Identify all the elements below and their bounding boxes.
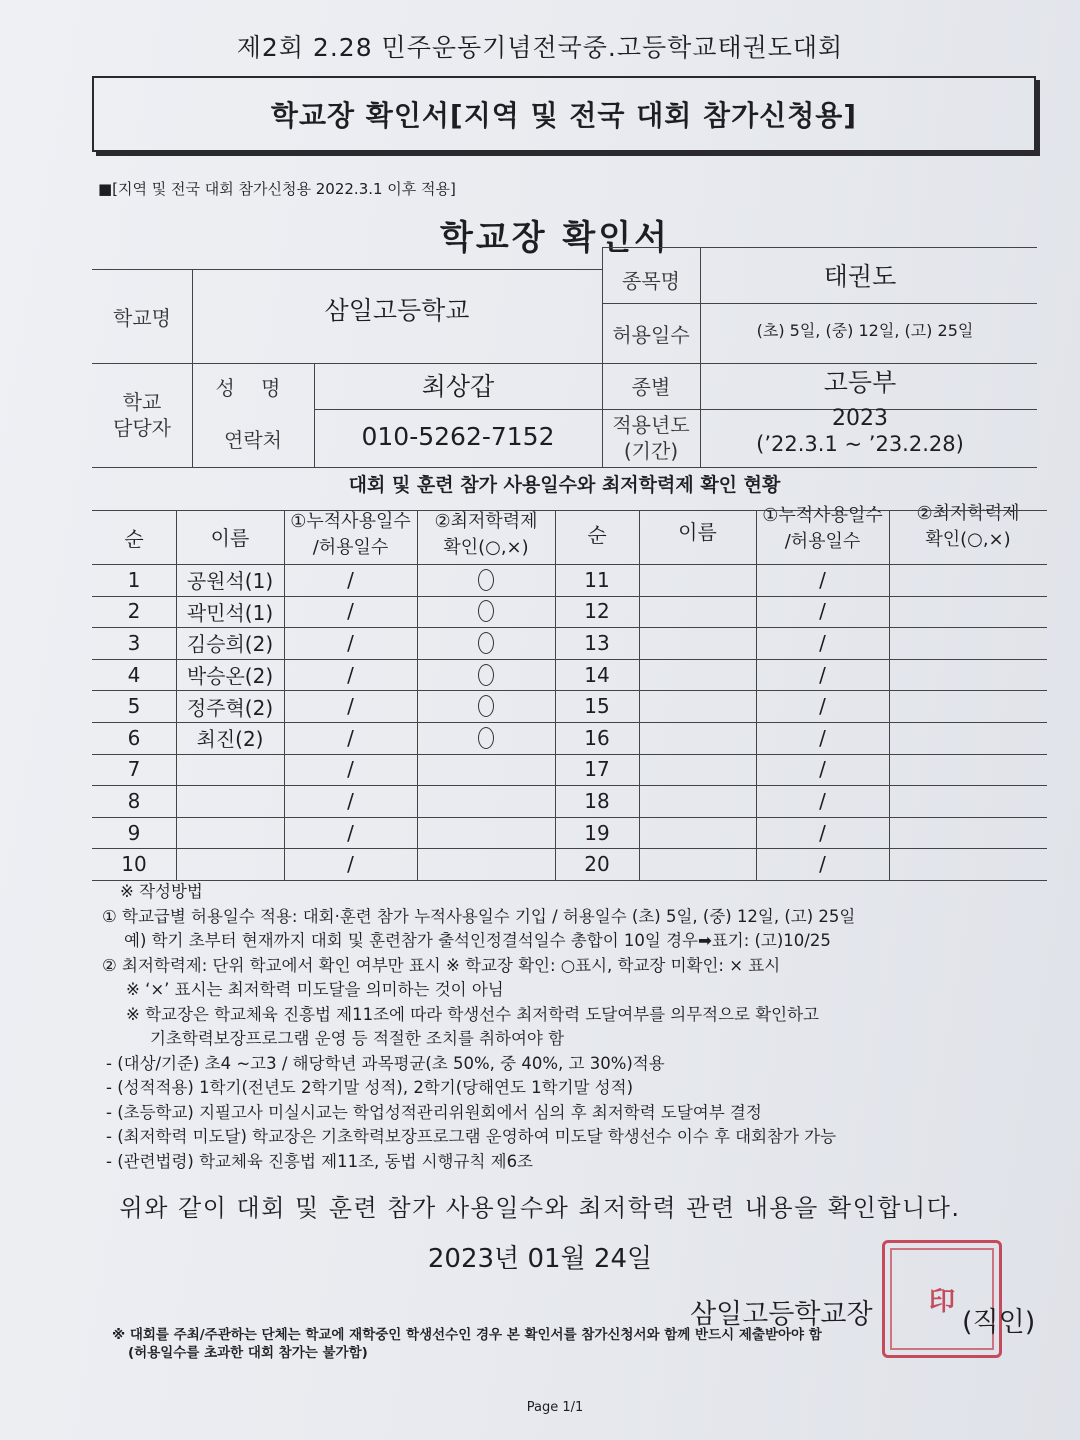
- footnote: [112, 1326, 1062, 1362]
- row-number: 17: [584, 757, 610, 782]
- student-name-empty: [639, 722, 756, 754]
- instruction-line: - (성적적용) 1학기(전년도 2학기말 성적), 2학기(당해연도 1학기말 성적): [106, 1078, 634, 1097]
- instruction-line: - (최저학력 미도달) 학교장은 기초학력보장프로그램 운영하여 미도달 학생선수 이수 후 대회참가 가능: [106, 1127, 837, 1146]
- student-name-empty: [639, 596, 756, 628]
- year-label-line1: 적용년도: [612, 412, 690, 437]
- document-title: 학교장 확인서: [440, 218, 670, 258]
- student-name-empty: [639, 754, 756, 786]
- col-check-right-line2: 확인(○,×): [925, 529, 1011, 550]
- row-number: 13: [584, 630, 610, 655]
- row-number: 8: [127, 788, 141, 813]
- apply-period: (’22.3.1 ~ ’23.2.28): [756, 432, 964, 456]
- contact-name: 최상갑: [421, 372, 495, 401]
- check-mark-circle: [417, 596, 555, 628]
- days-used-slash: /: [819, 599, 826, 624]
- circle-mark-icon: [478, 600, 494, 622]
- division-label: 종별: [631, 374, 671, 399]
- instruction-line: ① 학교급별 허용일수 적용: 대회·훈련 참가 누적사용일수 기입 / 허용일수 (초) 5일, (중) 12일, (고) 25일: [102, 906, 856, 926]
- year-label-line2: (기간): [623, 438, 679, 463]
- footnote-line2: (허용일수를 초과한 대회 참가는 불가함): [128, 1345, 368, 1361]
- student-name: 공원석(1): [186, 569, 274, 594]
- days-used-slash: /: [347, 788, 354, 813]
- student-name-empty: [639, 690, 756, 722]
- col-days-left-line2: /허용일수: [312, 537, 389, 558]
- check-cell-empty: [889, 659, 1047, 691]
- student-name: [176, 848, 284, 880]
- check-cell-empty: [889, 627, 1047, 659]
- student-name: [176, 785, 284, 817]
- circle-mark-icon: [478, 664, 494, 686]
- row-number: 18: [584, 788, 610, 813]
- days-used-slash: /: [819, 757, 826, 782]
- student-name: 최진(2): [196, 727, 264, 752]
- col-no-left: 순: [124, 527, 144, 551]
- row-number: 16: [584, 725, 610, 750]
- check-cell-empty: [889, 848, 1047, 880]
- check-mark-circle: [417, 627, 555, 659]
- row-number: 19: [584, 820, 610, 845]
- seal-glyph: 印: [928, 1286, 955, 1317]
- col-check-right-line1: ②최저학력제: [916, 503, 1020, 524]
- circle-mark-icon: [478, 727, 494, 749]
- check-cell-empty: [889, 754, 1047, 786]
- days-used-slash: /: [819, 852, 826, 877]
- section-title: 대회 및 훈련 참가 사용일수와 최저학력제 확인 현황: [348, 474, 781, 496]
- form-title: 학교장 확인서[지역 및 전국 대회 참가신청용]: [270, 99, 858, 132]
- days-used-slash: /: [347, 725, 354, 750]
- student-name: 정주혁(2): [186, 695, 274, 720]
- confirmation-statement: 위와 같이 대회 및 훈련 참가 사용일수와 최저학력 관련 내용을 확인합니다.: [119, 1194, 961, 1222]
- school-info-table: [92, 247, 1037, 469]
- circle-mark-icon: [478, 695, 494, 717]
- student-name: [176, 817, 284, 849]
- col-days-right-line2: /허용일수: [784, 531, 861, 552]
- days-used-slash: /: [819, 694, 826, 719]
- col-name-left: 이름: [210, 526, 250, 550]
- col-check-left-line2: 확인(○,×): [443, 537, 529, 558]
- student-name: 김승희(2): [186, 632, 274, 657]
- row-number: 15: [584, 694, 610, 719]
- row-number: 2: [127, 599, 141, 624]
- instruction-line: - (초등학교) 지필고사 미실시교는 학업성적관리위원회에서 심의 후 최저학력 도달여부 결정: [106, 1102, 762, 1122]
- footnote-line1: ※ 대회를 주최/주관하는 단체는 학교에 재학중인 학생선수인 경우 본 확인서를 참가신청서와 함께 반드시 제출받아야 함: [112, 1327, 822, 1343]
- instruction-line: ② 최저학력제: 단위 학교에서 확인 여부만 표시 ※ 학교장 확인: ○표시, 학교장 미확인: × 표시: [102, 955, 781, 975]
- applicability-note: ■[지역 및 전국 대회 참가신청용 2022.3.1 이후 적용]: [98, 180, 456, 198]
- sport-label: 종목명: [622, 268, 680, 293]
- division: 고등부: [823, 368, 897, 397]
- days-used-slash: /: [347, 567, 354, 592]
- row-number: 9: [127, 820, 141, 845]
- row-number: 14: [584, 662, 610, 687]
- row-number: 20: [584, 852, 610, 877]
- student-name-empty: [639, 848, 756, 880]
- row-number: 3: [127, 630, 141, 655]
- instruction-line: 예) 학기 초부터 현재까지 대회 및 훈련참가 출석인정결석일수 총합이 10일 경우➡표기: (고)10/25: [124, 931, 831, 950]
- student-name-empty: [639, 564, 756, 596]
- check-cell-empty: [889, 785, 1047, 817]
- days-used-slash: /: [347, 852, 354, 877]
- col-name-right: 이름: [678, 520, 717, 544]
- issue-date: 2023년 01월 24일: [427, 1244, 653, 1274]
- instructions: [102, 880, 1052, 1174]
- check-mark-circle: [417, 690, 555, 722]
- contact-phone: 010-5262-7152: [361, 421, 555, 451]
- row-number: 4: [127, 662, 141, 687]
- check-cell-empty: [889, 722, 1047, 754]
- principal-title: 삼일고등학교장: [690, 1299, 873, 1330]
- days-used-slash: /: [347, 757, 354, 782]
- instruction-line: ※ 학교장은 학교체육 진흥법 제11조에 따라 학생선수 최저학력 도달여부를 의무적으로 확인하고: [126, 1004, 819, 1024]
- instruction-line: - (관련법령) 학교체육 진흥법 제11조, 동법 시행규칙 제6조: [106, 1151, 533, 1171]
- table-rule: [92, 510, 1047, 511]
- page-number: Page 1/1: [526, 1400, 584, 1415]
- participant-table: [92, 496, 1047, 880]
- circle-mark-icon: [478, 569, 494, 591]
- school-name-label: 학교명: [113, 305, 171, 330]
- check-cell-empty: [889, 564, 1047, 596]
- check-mark-circle: [417, 659, 555, 691]
- row-number: 7: [127, 757, 141, 782]
- days-used-slash: /: [347, 820, 354, 845]
- row-number: 11: [584, 567, 610, 592]
- days-used-slash: /: [819, 630, 826, 655]
- seal-mark-label: (직인): [962, 1307, 1036, 1338]
- instruction-line: 기초학력보장프로그램 운영 등 적절한 조치를 취하여야 함: [150, 1029, 565, 1048]
- contact-label-line2: 담당자: [113, 415, 171, 440]
- days-used-slash: /: [819, 788, 826, 813]
- student-name: 박승온(2): [186, 664, 274, 689]
- allowed-days-label: 허용일수: [612, 322, 690, 347]
- check-mark-circle: [417, 564, 555, 596]
- col-no-right: 순: [587, 523, 607, 547]
- col-days-left-line1: ①누적사용일수: [290, 511, 411, 532]
- check-mark-circle: [417, 722, 555, 754]
- student-name-empty: [639, 627, 756, 659]
- col-days-right-line1: ①누적사용일수: [762, 505, 883, 526]
- school-name: 삼일고등학교: [324, 296, 470, 325]
- form-title-box: [92, 76, 1036, 152]
- days-used-slash: /: [819, 725, 826, 750]
- days-used-slash: /: [819, 820, 826, 845]
- apply-year: 2023: [832, 405, 888, 431]
- sport-name: 태권도: [823, 262, 897, 291]
- row-number: 1: [127, 567, 141, 592]
- days-used-slash: /: [347, 694, 354, 719]
- student-name-empty: [639, 785, 756, 817]
- contact-label-line1: 학교: [122, 389, 162, 414]
- instruction-line: - (대상/기준) 초4 ~고3 / 해당학년 과목평균(초 50%, 중 40%, 고 30%)적용: [106, 1053, 665, 1073]
- phone-label: 연락처: [224, 427, 282, 452]
- instruction-line: ※ ‘×’ 표시는 최저학력 미도달을 의미하는 것이 아님: [126, 980, 504, 999]
- days-used-slash: /: [347, 599, 354, 624]
- student-name: [176, 754, 284, 786]
- student-name-empty: [639, 659, 756, 691]
- student-name-empty: [639, 817, 756, 849]
- row-number: 5: [127, 694, 141, 719]
- instructions-heading: ※ 작성방법: [120, 882, 203, 901]
- col-check-left-line1: ②최저학력제: [434, 511, 538, 532]
- days-used-slash: /: [819, 662, 826, 687]
- check-cell-empty: [889, 817, 1047, 849]
- days-used-slash: /: [347, 662, 354, 687]
- allowed-days-value: (초) 5일, (중) 12일, (고) 25일: [756, 320, 974, 340]
- days-used-slash: /: [819, 567, 826, 592]
- check-cell-empty: [889, 596, 1047, 628]
- student-name: 곽민석(1): [186, 600, 274, 625]
- circle-mark-icon: [478, 632, 494, 654]
- contact-name-label: 성 명: [215, 375, 291, 400]
- days-used-slash: /: [347, 630, 354, 655]
- event-title: 제2회 2.28 민주운동기념전국중.고등학교태권도대회: [236, 33, 844, 62]
- row-number: 10: [121, 852, 147, 877]
- row-number: 12: [584, 599, 610, 624]
- row-number: 6: [127, 725, 141, 750]
- check-cell-empty: [889, 690, 1047, 722]
